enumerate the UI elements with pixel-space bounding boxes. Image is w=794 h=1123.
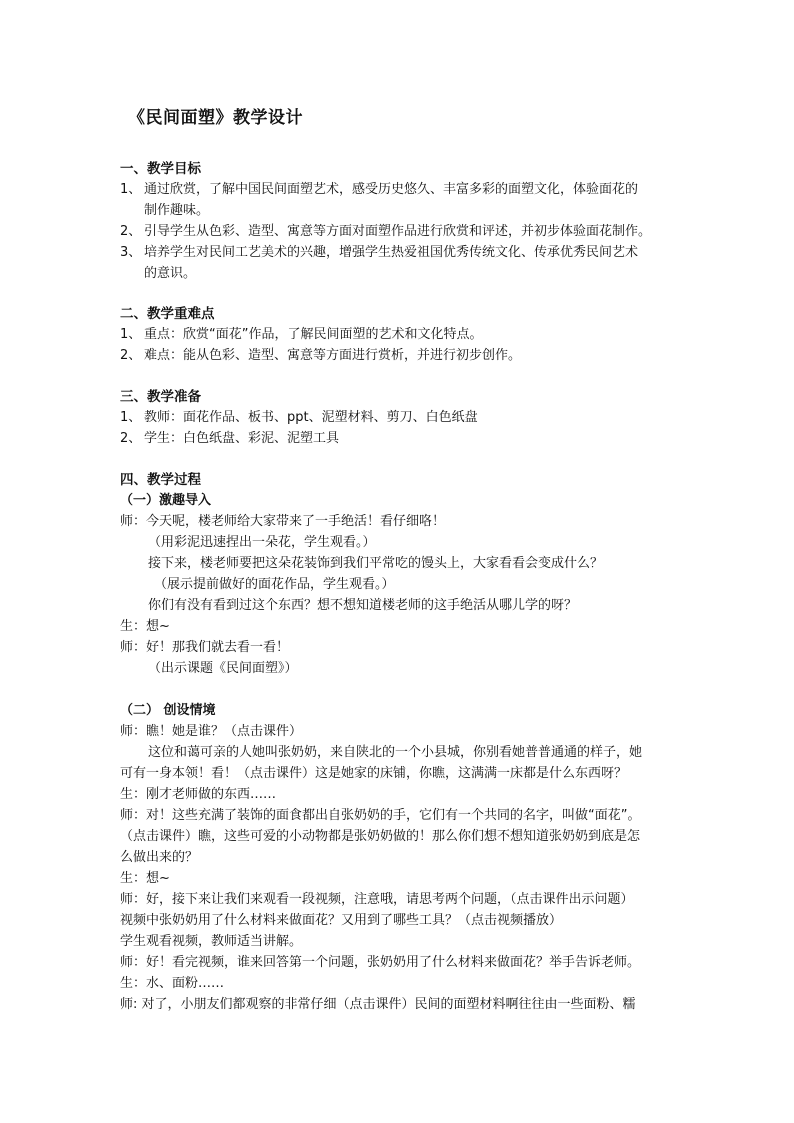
item-number: 1、 [120, 327, 142, 342]
dialogue-line: 学生观看视频，教师适当讲解。 [120, 934, 303, 949]
list-item [120, 429, 680, 450]
dialogue-line: 师：今天呢，楼老师给大家带来了一手绝活！看仔细咯！ [120, 514, 446, 529]
section-heading: 四、教学过程 [120, 472, 201, 488]
list-item [120, 325, 680, 346]
item-text: 教师：面花作品、板书、ppt、泥塑材料、剪刀、白色纸盘 [144, 410, 478, 425]
document-title: 《民间面塑》教学设计 [128, 108, 303, 128]
section-key-points [120, 304, 680, 367]
item-continuation: 制作趣味。 [144, 203, 210, 218]
list-item [120, 180, 680, 201]
item-text: 培养学生对民间工艺美术的兴趣，增强学生热爱祖国优秀传统文化、传承优秀民间艺术 [144, 245, 639, 260]
section-heading: 一、教学目标 [120, 161, 201, 177]
dialogue-line: （出示课题《民间面塑》） [148, 661, 298, 676]
section-teaching-process [120, 470, 680, 1016]
section-teaching-goals [120, 159, 680, 285]
dialogue-line: 师：好！看完视频，谁来回答第一个问题，张奶奶用了什么材料来做面花？举手告诉老师。 [120, 955, 641, 970]
section-preparation [120, 387, 680, 450]
item-text: 学生：白色纸盘、彩泥、泥塑工具 [144, 431, 340, 446]
dialogue-line: 你们有没有看到过这个东西？想不想知道楼老师的这手绝活从哪儿学的呀？ [148, 598, 578, 613]
dialogue-line: 么做出来的？ [120, 850, 199, 865]
item-number: 2、 [120, 431, 142, 446]
dialogue-line: （点击课件）瞧，这些可爱的小动物都是张奶奶做的！那么你们想不想知道张奶奶到底是怎 [120, 829, 641, 844]
list-item [120, 222, 680, 243]
dialogue-line: 可有一身本领！看！（点击课件）这是她家的床铺，你瞧，这满满一床都是什么东西呀？ [120, 766, 628, 781]
item-number: 2、 [120, 224, 142, 239]
item-text: 通过欣赏，了解中国民间面塑艺术，感受历史悠久、丰富多彩的面塑文化，体验面花的 [144, 182, 639, 197]
dialogue-line: 师：对！这些充满了装饰的面食都出自张奶奶的手，它们有一个共同的名字，叫做“面花”。 [120, 808, 641, 823]
dialogue-line: 师：好！那我们就去看一看！ [120, 640, 290, 655]
item-number: 3、 [120, 245, 142, 260]
item-text: 重点：欣赏“面花”作品，了解民间面塑的艺术和文化特点。 [144, 327, 483, 342]
dialogue-line: （用彩泥迅速捏出一朵花，学生观看。） [148, 535, 376, 550]
item-text: 引导学生从色彩、造型、寓意等方面对面塑作品进行欣赏和评述，并初步体验面花制作。 [144, 224, 652, 239]
dialogue-line: 生：想~ [120, 871, 170, 886]
item-continuation: 的意识。 [144, 266, 197, 281]
dialogue-line: 生：刚才老师做的东西…… [120, 787, 277, 802]
section-heading: 三、教学准备 [120, 389, 201, 405]
subsection-title: （一）激趣导入 [120, 493, 212, 508]
item-number: 1、 [120, 182, 142, 197]
item-number: 1、 [120, 410, 142, 425]
dialogue-line: 师：好，接下来让我们来观看一段视频，注意哦，请思考两个问题，（点击课件出示问题） [120, 892, 634, 907]
dialogue-line: 接下来，楼老师要把这朵花装饰到我们平常吃的馒头上，大家看看会变成什么？ [148, 556, 604, 571]
dialogue-line: 这位和蔼可亲的人她叫张奶奶，来自陕北的一个小县城，你别看她普普通通的样子，她 [148, 745, 643, 760]
list-item [120, 243, 680, 264]
dialogue-line: （展示提前做好的面花作品，学生观看。） [154, 577, 395, 592]
dialogue-line: 生：水、面粉…… [120, 976, 225, 991]
dialogue-line: 师：瞧！她是谁？（点击课件） [120, 724, 303, 739]
list-item [120, 346, 680, 367]
dialogue-line: 师: 对了，小朋友们都观察的非常仔细（点击课件）民间的面塑材料啊往往由一些面粉、糯 [120, 997, 636, 1012]
section-heading: 二、教学重难点 [120, 306, 215, 322]
dialogue-line: 视频中张奶奶用了什么材料来做面花？又用到了哪些工具？（点击视频播放） [120, 913, 563, 928]
dialogue-line: 生：想~ [120, 619, 170, 634]
list-item [120, 408, 680, 429]
item-text: 难点：能从色彩、造型、寓意等方面进行赏析，并进行初步创作。 [144, 348, 522, 363]
subsection-title: （二） 创设情境 [120, 703, 216, 718]
item-number: 2、 [120, 348, 142, 363]
